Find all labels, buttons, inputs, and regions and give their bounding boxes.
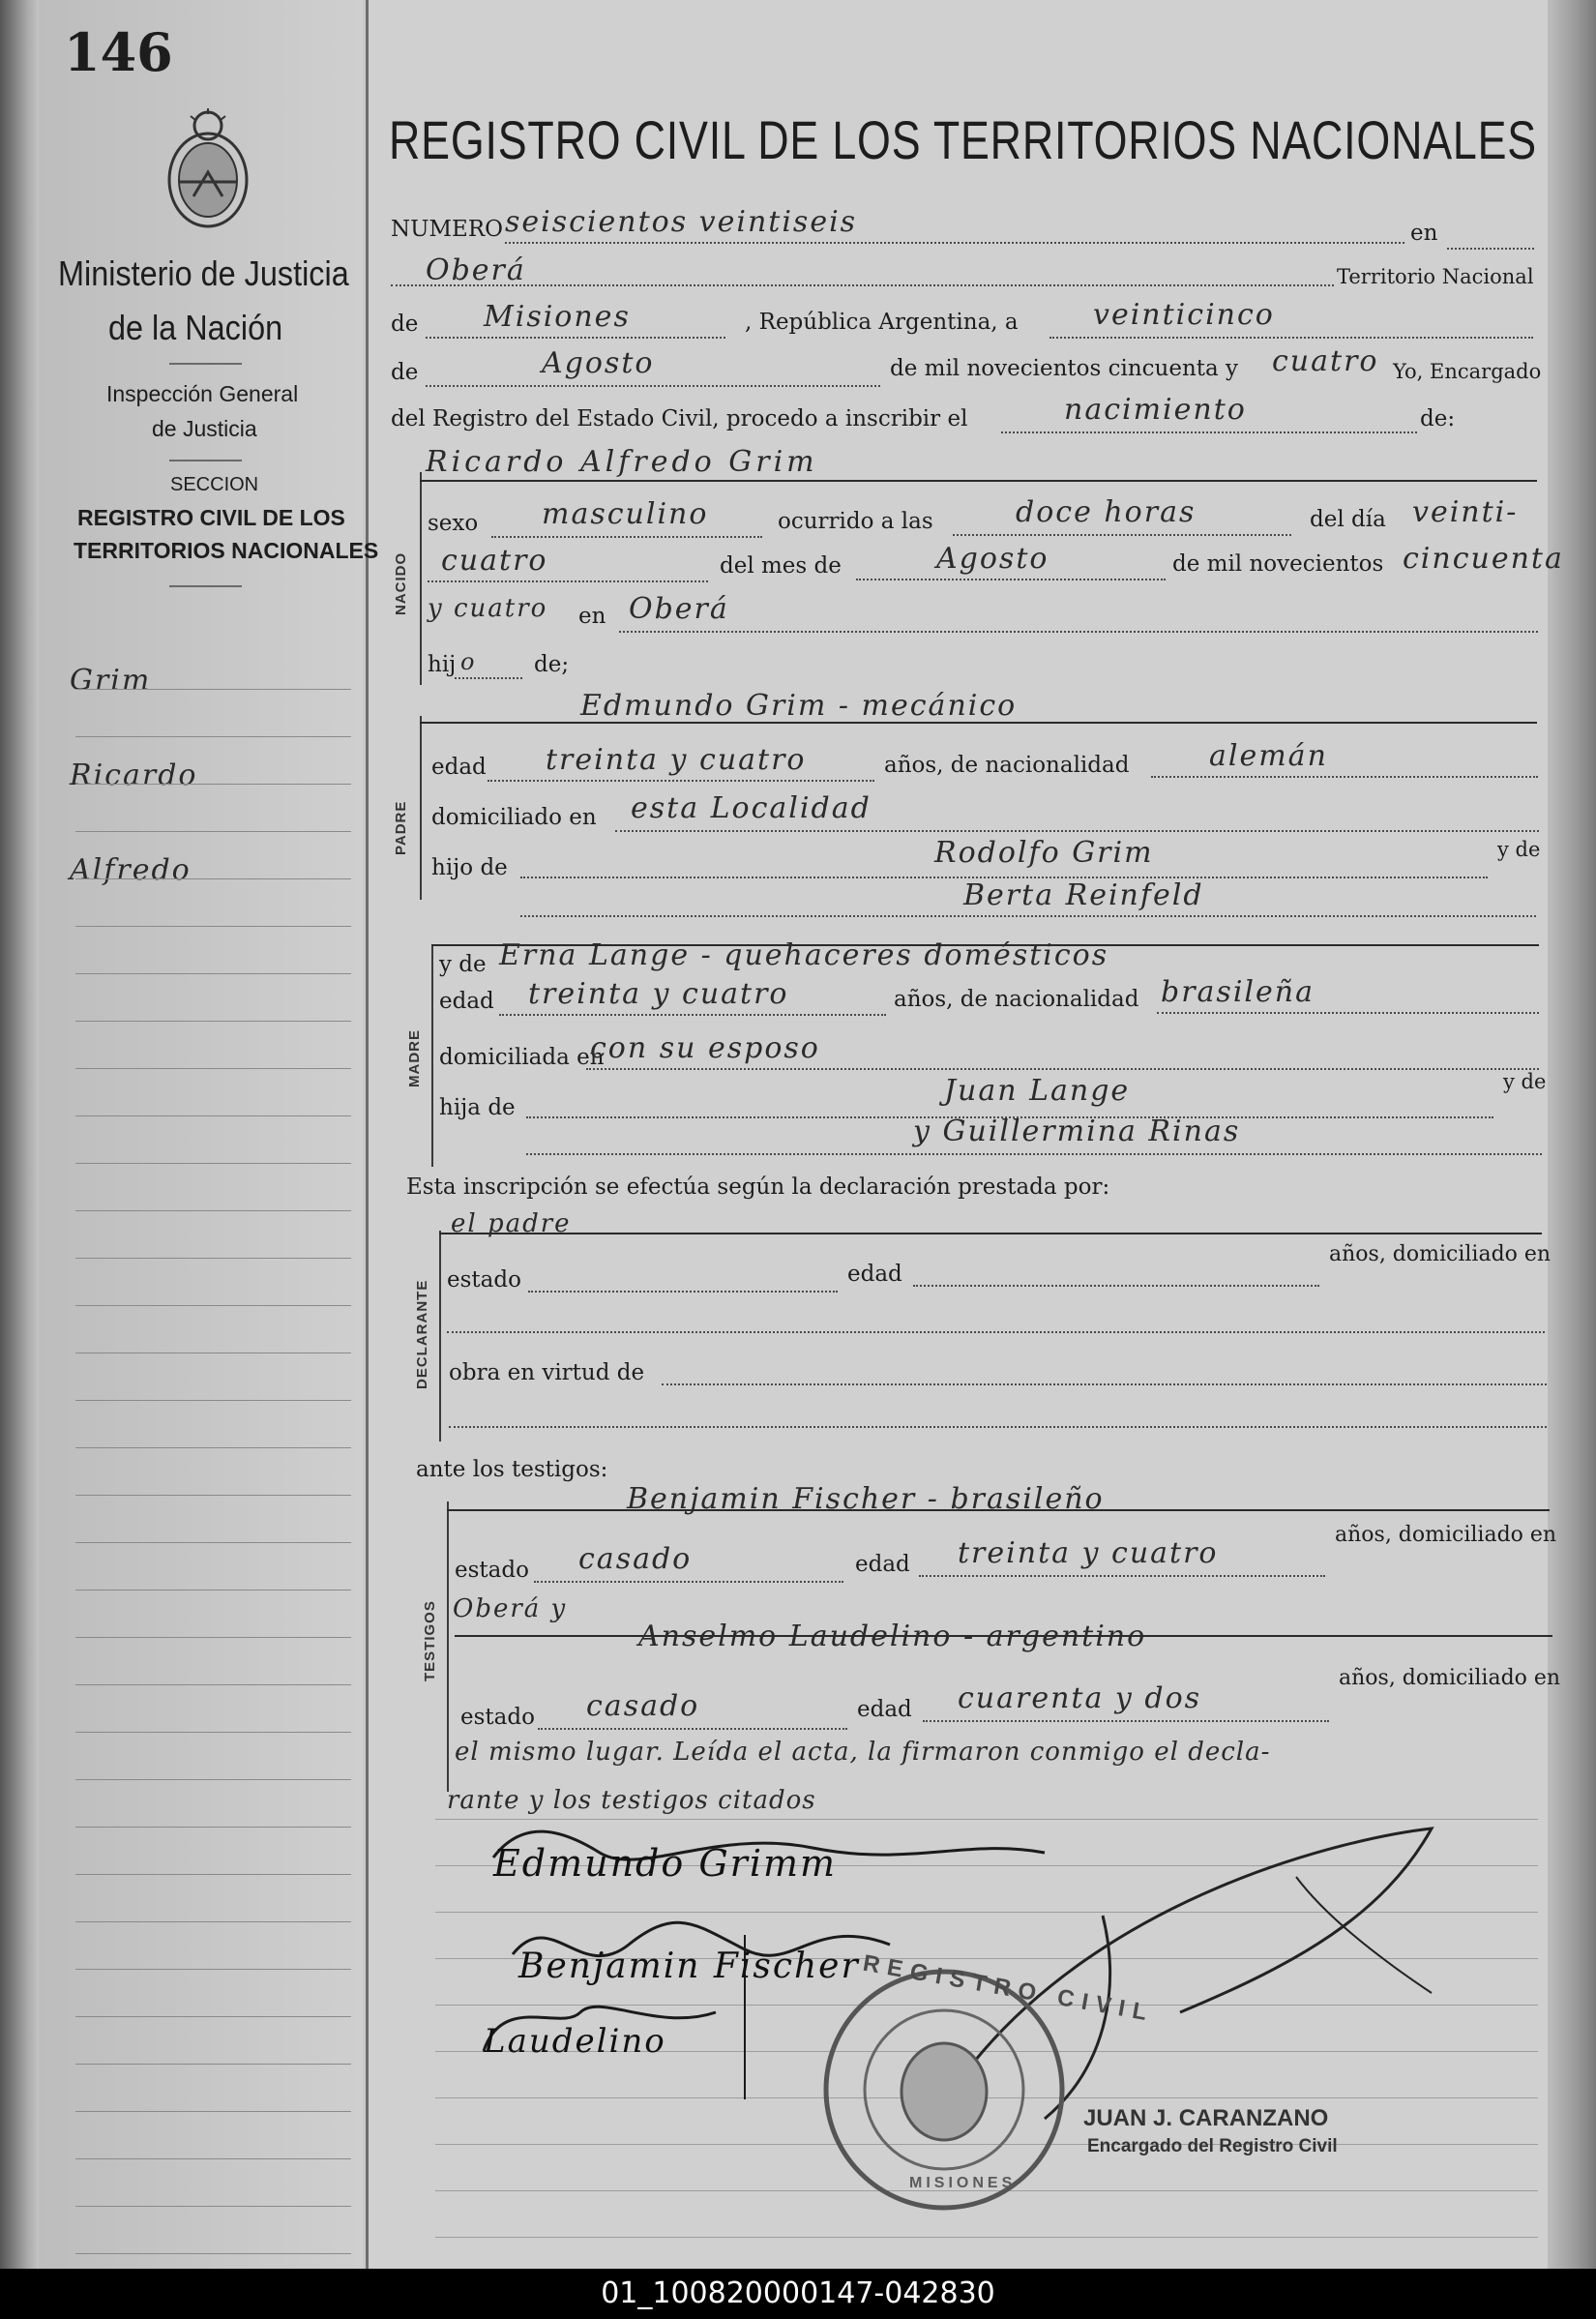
en-nac-label: en [578, 604, 606, 629]
stamp-text: REGISTRO CIVIL [861, 1949, 1157, 2028]
margin-rule [75, 1163, 351, 1164]
padre-dom-label: domiciliado en [431, 805, 597, 830]
t2-edad-label: edad [857, 1697, 912, 1722]
t2-estado-line [538, 1728, 847, 1730]
del-dia-label: del día [1310, 507, 1386, 532]
seccion-line2: REGISTRO CIVIL DE LOS [77, 505, 345, 530]
t2-edad-line [923, 1720, 1329, 1722]
padre-edad-value: treinta y cuatro [546, 743, 807, 777]
numero-value: seiscientos veintiseis [505, 205, 858, 239]
t1-dom-value: Oberá y [453, 1594, 568, 1623]
cierre-line-2: rante y los testigos citados [447, 1786, 816, 1815]
registrar-name: JUAN J. CARANZANO [1083, 2105, 1329, 2131]
padre-nac-value: alemán [1209, 739, 1328, 773]
margin-rule [75, 689, 351, 690]
t1-edad-value: treinta y cuatro [958, 1536, 1219, 1570]
margin-rule [75, 1684, 351, 1685]
margin-rule [75, 1495, 351, 1496]
margin-rule [75, 1115, 351, 1116]
t2-anos-label: años, domiciliado en [1339, 1666, 1561, 1690]
dia-value: veinticinco [1093, 298, 1275, 332]
margin-rule [75, 1210, 351, 1211]
madre-hija-de-line-2 [526, 1153, 1542, 1155]
testigos-bracket [447, 1501, 449, 1792]
seccion-rule [169, 585, 242, 587]
margin-rule [75, 2064, 351, 2065]
madre-nac-line [1157, 1012, 1539, 1014]
madre-nac-value: brasileña [1161, 975, 1315, 1009]
testigos-side-label: TESTIGOS [422, 1600, 438, 1681]
padre-hijo-de-value-2: Berta Reinfeld [963, 878, 1204, 912]
hij-line [455, 677, 522, 679]
page-edge [1548, 0, 1596, 2269]
de-colon-label: de: [1420, 406, 1456, 431]
mes-nac-value: Agosto [936, 542, 1049, 576]
image-id-footer: 01_100820000147-042830 [0, 2269, 1596, 2319]
lugar-line [391, 284, 1334, 286]
dia-nac-value-2: cuatro [441, 544, 548, 578]
padre-dom-line [615, 830, 1539, 832]
testigo2-value: Anselmo Laudelino - argentino [638, 1620, 1147, 1653]
margin-rule [75, 2111, 351, 2112]
del-mes-label: del mes de [720, 553, 842, 579]
declarante-estado-label: estado [447, 1267, 521, 1293]
margin-rule [75, 1779, 351, 1780]
margin-rule [75, 1874, 351, 1875]
margin-rule [75, 2158, 351, 2159]
t2-edad-value: cuarenta y dos [958, 1681, 1202, 1715]
t1-edad-line [919, 1575, 1325, 1577]
sexo-label: sexo [428, 511, 479, 536]
de-label-1: de [391, 312, 419, 337]
hora-line [953, 534, 1291, 536]
de-label-2: de [391, 360, 419, 385]
declarante-dom-line [447, 1331, 1545, 1333]
t2-estado-value: casado [586, 1689, 700, 1723]
madre-label: MADRE [406, 1029, 423, 1087]
padre-value: Edmundo Grim - mecánico [580, 689, 1018, 723]
madre-hija-de-value-1: Juan Lange [944, 1074, 1131, 1108]
margin-rule [75, 1732, 351, 1733]
ministry-title: Ministerio de Justicia [58, 253, 349, 293]
hij-label: hij [428, 652, 457, 677]
hij-suffix-value: o [460, 648, 477, 675]
madre-hija-de-value-2: y Guillermina Rinas [913, 1115, 1241, 1148]
yo-label: Yo, Encargado [1393, 360, 1542, 383]
t1-estado-line [534, 1581, 843, 1583]
mes-value: Agosto [542, 346, 655, 380]
t1-anos-label: años, domiciliado en [1335, 1523, 1557, 1547]
nombre-value: Ricardo Alfredo Grim [426, 445, 818, 479]
t1-estado-label: estado [455, 1558, 529, 1583]
registrar-title: Encargado del Registro Civil [1087, 2136, 1338, 2156]
nacido-label: NACIDO [393, 551, 409, 615]
testigo1-value: Benjamin Fischer - brasileño [627, 1482, 1105, 1516]
margin-middle-name: Alfredo [70, 853, 192, 887]
ocurrido-label: ocurrido a las [778, 509, 933, 534]
seccion-line3: TERRITORIOS NACIONALES [74, 538, 379, 563]
margin-rule [75, 784, 351, 785]
t2-estado-label: estado [460, 1705, 535, 1730]
territorio-label: Territorio Nacional [1337, 265, 1534, 288]
cierre-line-1: el mismo lugar. Leída el acta, la firmaron conmigo el decla- [455, 1738, 1271, 1767]
margin-rule [75, 831, 351, 832]
numero-line [505, 242, 1404, 244]
t1-edad-label: edad [855, 1552, 910, 1577]
declarante-value: el padre [451, 1209, 572, 1238]
obra-line [662, 1383, 1547, 1385]
binding-shadow [0, 0, 39, 2269]
padre-edad-label: edad [431, 755, 487, 780]
padre-hijo-de-label: hijo de [431, 855, 508, 880]
sexo-value: masculino [542, 497, 709, 531]
acto-line [1001, 431, 1417, 433]
lugar-nac-line [619, 631, 1538, 633]
stamp-bottom-text: MISIONES [909, 2175, 1017, 2191]
margin-rule [75, 736, 351, 737]
seccion-label: SECCION [170, 474, 259, 495]
madre-y-de-label-2: y de [1503, 1070, 1547, 1093]
madre-y-de-label: y de [439, 952, 487, 977]
margin-rule [75, 973, 351, 974]
de-mil-label: de mil novecientos cincuenta y [890, 356, 1239, 381]
republica-label: , República Argentina, a [745, 310, 1019, 335]
madre-edad-label: edad [439, 989, 494, 1014]
mes-line [426, 385, 880, 387]
margin-rule [75, 1258, 351, 1259]
form-title: REGISTRO CIVIL DE LOS TERRITORIOS NACIONALES [389, 109, 1537, 170]
inspeccion-rule [169, 460, 242, 461]
margin-rule [75, 2206, 351, 2207]
t1-estado-value: casado [578, 1542, 693, 1576]
margin-rule [75, 1400, 351, 1401]
lugar-nac-value: Oberá [629, 592, 729, 626]
padre-label: PADRE [393, 800, 409, 855]
padre-hijo-de-value-1: Rodolfo Grim [934, 836, 1154, 870]
margin-rule [75, 1542, 351, 1543]
territorio-value: Misiones [484, 300, 631, 334]
hij-de-label: de; [534, 652, 570, 677]
margin-surname: Grim [70, 664, 152, 698]
madre-edad-line [499, 1014, 886, 1016]
padre-dom-value: esta Localidad [631, 791, 872, 825]
hora-value: doce horas [1016, 495, 1197, 529]
padre-edad-line [488, 780, 874, 782]
madre-dom-label: domiciliada en [439, 1045, 605, 1070]
padre-nac-line [1151, 776, 1538, 778]
margin-rule [75, 2016, 351, 2017]
ministry-rule [169, 363, 242, 365]
coat-of-arms-icon [155, 104, 261, 240]
numero-label: NUMERO [391, 217, 504, 242]
padre-y-de-label: y de [1497, 838, 1541, 861]
nacido-bracket [420, 472, 422, 685]
inspeccion-line1: Inspección General [106, 381, 299, 406]
margin-rule [75, 926, 351, 927]
signature-laudelino: Laudelino [484, 2022, 666, 2061]
inspeccion-line2: de Justicia [152, 416, 257, 441]
margin-rule [75, 1068, 351, 1069]
padre-bracket [420, 716, 422, 900]
page-number: 146 [64, 21, 173, 83]
margin-first-name: Ricardo [70, 758, 198, 792]
declaracion-label: Esta inscripción se efectúa según la declaración prestada por: [406, 1174, 1110, 1200]
madre-edad-value: treinta y cuatro [528, 977, 789, 1011]
lugar-value: Oberá [426, 253, 526, 287]
margin-rule [75, 1637, 351, 1638]
signature-edmundo: Edmundo Grimm [493, 1842, 838, 1885]
declarante-estado-line [528, 1291, 838, 1293]
obra-label: obra en virtud de [449, 1360, 645, 1385]
madre-dom-value: con su esposo [590, 1031, 820, 1065]
margin-rule [75, 2253, 351, 2254]
margin-rule [75, 1447, 351, 1448]
margin-rule [75, 1590, 351, 1591]
en-label: en [1410, 221, 1438, 246]
madre-hija-de-label: hija de [439, 1095, 516, 1120]
declarante-anos-label: años, domiciliado en [1329, 1242, 1552, 1266]
sexo-line [491, 536, 762, 538]
margin-rule [75, 1969, 351, 1970]
margin-rule [75, 878, 351, 879]
madre-value: Erna Lange - quehaceres domésticos [499, 938, 1109, 972]
declarante-edad-line [913, 1285, 1319, 1287]
de-mil-nov-label: de mil novecientos [1172, 551, 1384, 577]
acto-value: nacimiento [1064, 393, 1247, 427]
padre-top-rule [420, 722, 1537, 724]
anio-nac-value-1: cincuenta [1403, 542, 1564, 576]
declarante-label: DECLARANTE [414, 1279, 430, 1389]
testigo2-rule [455, 1635, 1552, 1637]
form-rule [435, 2237, 1538, 2238]
signature-benjamin: Benjamin Fischer [518, 1947, 860, 1986]
anio-nac-value-2: y cuatro [428, 594, 548, 623]
territorio-line [426, 337, 725, 339]
dia-line [1049, 337, 1533, 339]
testigos-label: ante los testigos: [416, 1457, 608, 1482]
padre-anos-label: años, de nacionalidad [884, 753, 1130, 778]
margin-rule [75, 1305, 351, 1306]
anio-value: cuatro [1272, 344, 1379, 378]
registro-label: del Registro del Estado Civil, procedo a inscribir el [391, 406, 968, 431]
declarante-top-rule [439, 1233, 1542, 1234]
nacido-top-rule [420, 480, 1537, 482]
testigos-top-rule [447, 1509, 1550, 1511]
ministry-subtitle: de la Nación [108, 308, 283, 347]
madre-bracket [431, 944, 433, 1167]
margin-rule [75, 1921, 351, 1922]
dia-nac-value-1: veinti- [1412, 495, 1519, 529]
madre-anos-label: años, de nacionalidad [894, 987, 1139, 1012]
padre-hijo-de-line-2 [520, 915, 1536, 917]
dia-nac-line [428, 580, 708, 582]
mes-nac-line [856, 579, 1166, 580]
margin-rule [75, 1021, 351, 1022]
obra-line-2 [449, 1426, 1547, 1428]
declarante-edad-label: edad [847, 1262, 902, 1287]
margin-rule [75, 1827, 351, 1828]
en-line [1447, 248, 1534, 250]
madre-dom-line [586, 1068, 1539, 1070]
declarante-bracket [439, 1231, 441, 1442]
